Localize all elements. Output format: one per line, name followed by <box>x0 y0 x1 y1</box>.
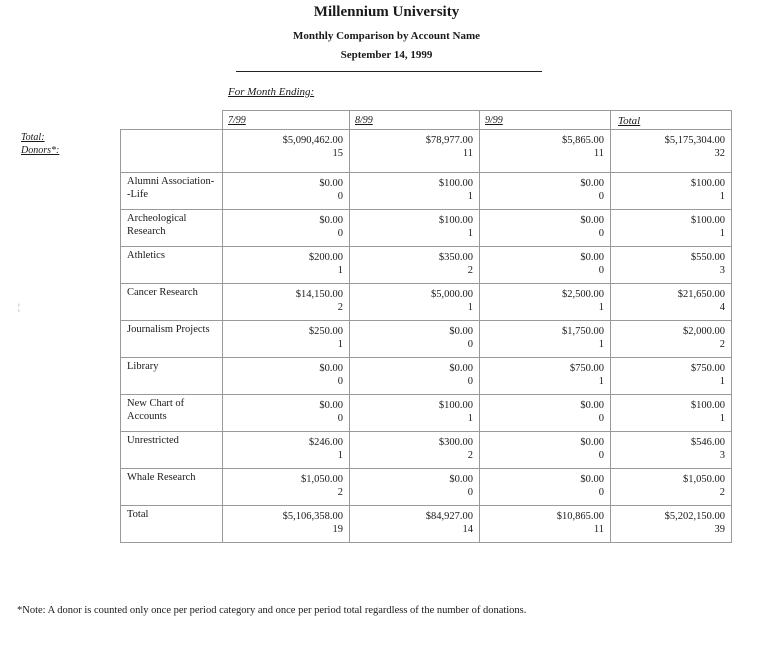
table-row <box>121 210 732 247</box>
blank-header-cell <box>121 111 223 130</box>
value-cell <box>350 469 480 506</box>
donor-count: 4 <box>719 302 725 313</box>
amount: $1,050.00 <box>683 474 725 485</box>
donor-count: 2 <box>719 339 725 350</box>
value-cell <box>223 506 350 543</box>
table-row <box>121 469 732 506</box>
amount: $246.00 <box>308 437 343 448</box>
donor-count: 0 <box>598 450 604 461</box>
account-name: Cancer Research <box>121 284 223 321</box>
value-cell <box>223 247 350 284</box>
donor-count: 19 <box>332 524 343 535</box>
amount: $0.00 <box>319 363 343 374</box>
value-cell <box>480 432 611 469</box>
value-cell <box>350 395 480 432</box>
value-cell <box>611 506 732 543</box>
amount: $14,150.00 <box>295 289 343 300</box>
value-cell <box>223 210 350 247</box>
donor-count: 14 <box>462 524 473 535</box>
amount: $21,650.00 <box>677 289 725 300</box>
value-cell <box>611 173 732 210</box>
amount: $100.00 <box>438 215 473 226</box>
donors-side-label: Donors*: <box>21 145 60 156</box>
donor-count: 3 <box>719 450 725 461</box>
donor-count: 0 <box>598 191 604 202</box>
table-row <box>121 130 732 173</box>
amount: $100.00 <box>690 400 725 411</box>
amount: $750.00 <box>569 363 604 374</box>
value-cell <box>223 173 350 210</box>
table-row <box>121 321 732 358</box>
amount: $546.00 <box>690 437 725 448</box>
value-cell <box>223 321 350 358</box>
table-row <box>121 173 732 210</box>
value-cell <box>350 358 480 395</box>
donor-count: 0 <box>467 339 473 350</box>
donor-count: 2 <box>719 487 725 498</box>
amount: $100.00 <box>438 400 473 411</box>
table-row <box>121 506 732 543</box>
donor-count: 2 <box>337 487 343 498</box>
donor-count: 1 <box>719 191 725 202</box>
amount: $0.00 <box>449 363 473 374</box>
value-cell <box>350 321 480 358</box>
donor-count: 1 <box>598 302 604 313</box>
value-cell <box>223 358 350 395</box>
account-name: Athletics <box>121 247 223 284</box>
amount: $0.00 <box>580 474 604 485</box>
amount: $2,500.00 <box>562 289 604 300</box>
donor-count: 0 <box>598 487 604 498</box>
value-cell <box>223 432 350 469</box>
account-name: Total <box>121 506 223 543</box>
amount: $1,050.00 <box>301 474 343 485</box>
value-cell <box>223 130 350 173</box>
value-cell <box>480 506 611 543</box>
donor-count: 0 <box>337 191 343 202</box>
donor-count: 11 <box>593 148 604 159</box>
donor-count: 1 <box>337 339 343 350</box>
account-name: Archeological Research <box>121 210 223 247</box>
value-cell <box>611 130 732 173</box>
table-header-row <box>121 111 732 130</box>
donor-count: 0 <box>598 228 604 239</box>
amount: $0.00 <box>319 215 343 226</box>
value-cell <box>611 321 732 358</box>
amount: $300.00 <box>438 437 473 448</box>
amount: $0.00 <box>319 178 343 189</box>
amount: $5,106,358.00 <box>282 511 343 522</box>
donor-count: 0 <box>598 265 604 276</box>
donor-count: 0 <box>337 376 343 387</box>
donor-count: 0 <box>337 413 343 424</box>
value-cell <box>611 247 732 284</box>
donor-count: 1 <box>719 376 725 387</box>
report-title: Millennium University <box>313 4 460 20</box>
donor-count: 11 <box>593 524 604 535</box>
value-cell <box>350 432 480 469</box>
amount: $100.00 <box>690 215 725 226</box>
amount: $0.00 <box>580 178 604 189</box>
value-cell <box>480 130 611 173</box>
amount: $550.00 <box>690 252 725 263</box>
account-name: New Chart of Accounts <box>121 395 223 432</box>
amount: $100.00 <box>438 178 473 189</box>
comparison-table <box>120 110 732 543</box>
donor-count: 32 <box>714 148 725 159</box>
amount: $250.00 <box>308 326 343 337</box>
amount: $5,202,150.00 <box>664 511 725 522</box>
donor-count: 1 <box>467 413 473 424</box>
amount: $0.00 <box>580 215 604 226</box>
table-row <box>121 395 732 432</box>
value-cell <box>611 395 732 432</box>
amount: $750.00 <box>690 363 725 374</box>
value-cell <box>611 284 732 321</box>
value-cell <box>223 284 350 321</box>
amount: $0.00 <box>580 437 604 448</box>
value-cell <box>480 247 611 284</box>
amount: $350.00 <box>438 252 473 263</box>
report-subtitle: Monthly Comparison by Account Name <box>292 30 480 42</box>
footnote: *Note: A donor is counted only once per period category and once per period total regardless of the number of donations. <box>17 605 527 616</box>
donor-count: 1 <box>719 228 725 239</box>
table-row <box>121 247 732 284</box>
scan-mark: ¦ <box>18 302 20 312</box>
amount: $0.00 <box>449 326 473 337</box>
donor-count: 1 <box>719 413 725 424</box>
amount: $10,865.00 <box>556 511 604 522</box>
value-cell <box>350 284 480 321</box>
donor-count: 1 <box>598 339 604 350</box>
donor-count: 0 <box>467 376 473 387</box>
total-side-label: Total: <box>21 132 45 143</box>
value-cell <box>350 173 480 210</box>
value-cell <box>223 395 350 432</box>
amount: $2,000.00 <box>683 326 725 337</box>
donor-count: 1 <box>598 376 604 387</box>
amount: $5,090,462.00 <box>282 135 343 146</box>
value-cell <box>611 358 732 395</box>
donor-count: 3 <box>719 265 725 276</box>
amount: $78,977.00 <box>425 135 473 146</box>
column-header-8-99: 8/99 <box>350 111 480 130</box>
amount: $1,750.00 <box>562 326 604 337</box>
amount: $0.00 <box>580 252 604 263</box>
donor-count: 1 <box>467 228 473 239</box>
amount: $5,175,304.00 <box>664 135 725 146</box>
donor-count: 0 <box>467 487 473 498</box>
table-row <box>121 358 732 395</box>
donor-count: 1 <box>467 302 473 313</box>
donor-count: 1 <box>467 191 473 202</box>
value-cell <box>480 173 611 210</box>
amount: $5,000.00 <box>431 289 473 300</box>
column-header-9-99: 9/99 <box>480 111 611 130</box>
account-name: Unrestricted <box>121 432 223 469</box>
table-row <box>121 432 732 469</box>
value-cell <box>480 321 611 358</box>
amount: $0.00 <box>449 474 473 485</box>
amount: $84,927.00 <box>425 511 473 522</box>
donor-count: 0 <box>598 413 604 424</box>
amount: $200.00 <box>308 252 343 263</box>
value-cell <box>350 130 480 173</box>
value-cell <box>223 469 350 506</box>
donor-count: 1 <box>337 265 343 276</box>
account-name: Whale Research <box>121 469 223 506</box>
title-divider <box>236 71 542 72</box>
column-header-total: Total <box>611 111 732 130</box>
donor-count: 0 <box>337 228 343 239</box>
donor-count: 2 <box>467 265 473 276</box>
value-cell <box>480 284 611 321</box>
account-name <box>121 130 223 173</box>
donor-count: 39 <box>714 524 725 535</box>
account-name: Alumni Association--Life <box>121 173 223 210</box>
value-cell <box>480 395 611 432</box>
donor-count: 1 <box>337 450 343 461</box>
value-cell <box>480 358 611 395</box>
value-cell <box>350 210 480 247</box>
amount: $100.00 <box>690 178 725 189</box>
value-cell <box>480 210 611 247</box>
donor-count: 11 <box>462 148 473 159</box>
report-date: September 14, 1999 <box>340 49 433 61</box>
donor-count: 15 <box>332 148 343 159</box>
value-cell <box>611 469 732 506</box>
account-name: Library <box>121 358 223 395</box>
amount: $0.00 <box>319 400 343 411</box>
amount: $0.00 <box>580 400 604 411</box>
value-cell <box>611 210 732 247</box>
value-cell <box>350 506 480 543</box>
donor-count: 2 <box>467 450 473 461</box>
value-cell <box>611 432 732 469</box>
table-row <box>121 284 732 321</box>
value-cell <box>480 469 611 506</box>
donor-count: 2 <box>337 302 343 313</box>
account-name: Journalism Projects <box>121 321 223 358</box>
column-header-7-99: 7/99 <box>223 111 350 130</box>
amount: $5,865.00 <box>562 135 604 146</box>
value-cell <box>350 247 480 284</box>
month-ending-label: For Month Ending: <box>228 86 315 98</box>
